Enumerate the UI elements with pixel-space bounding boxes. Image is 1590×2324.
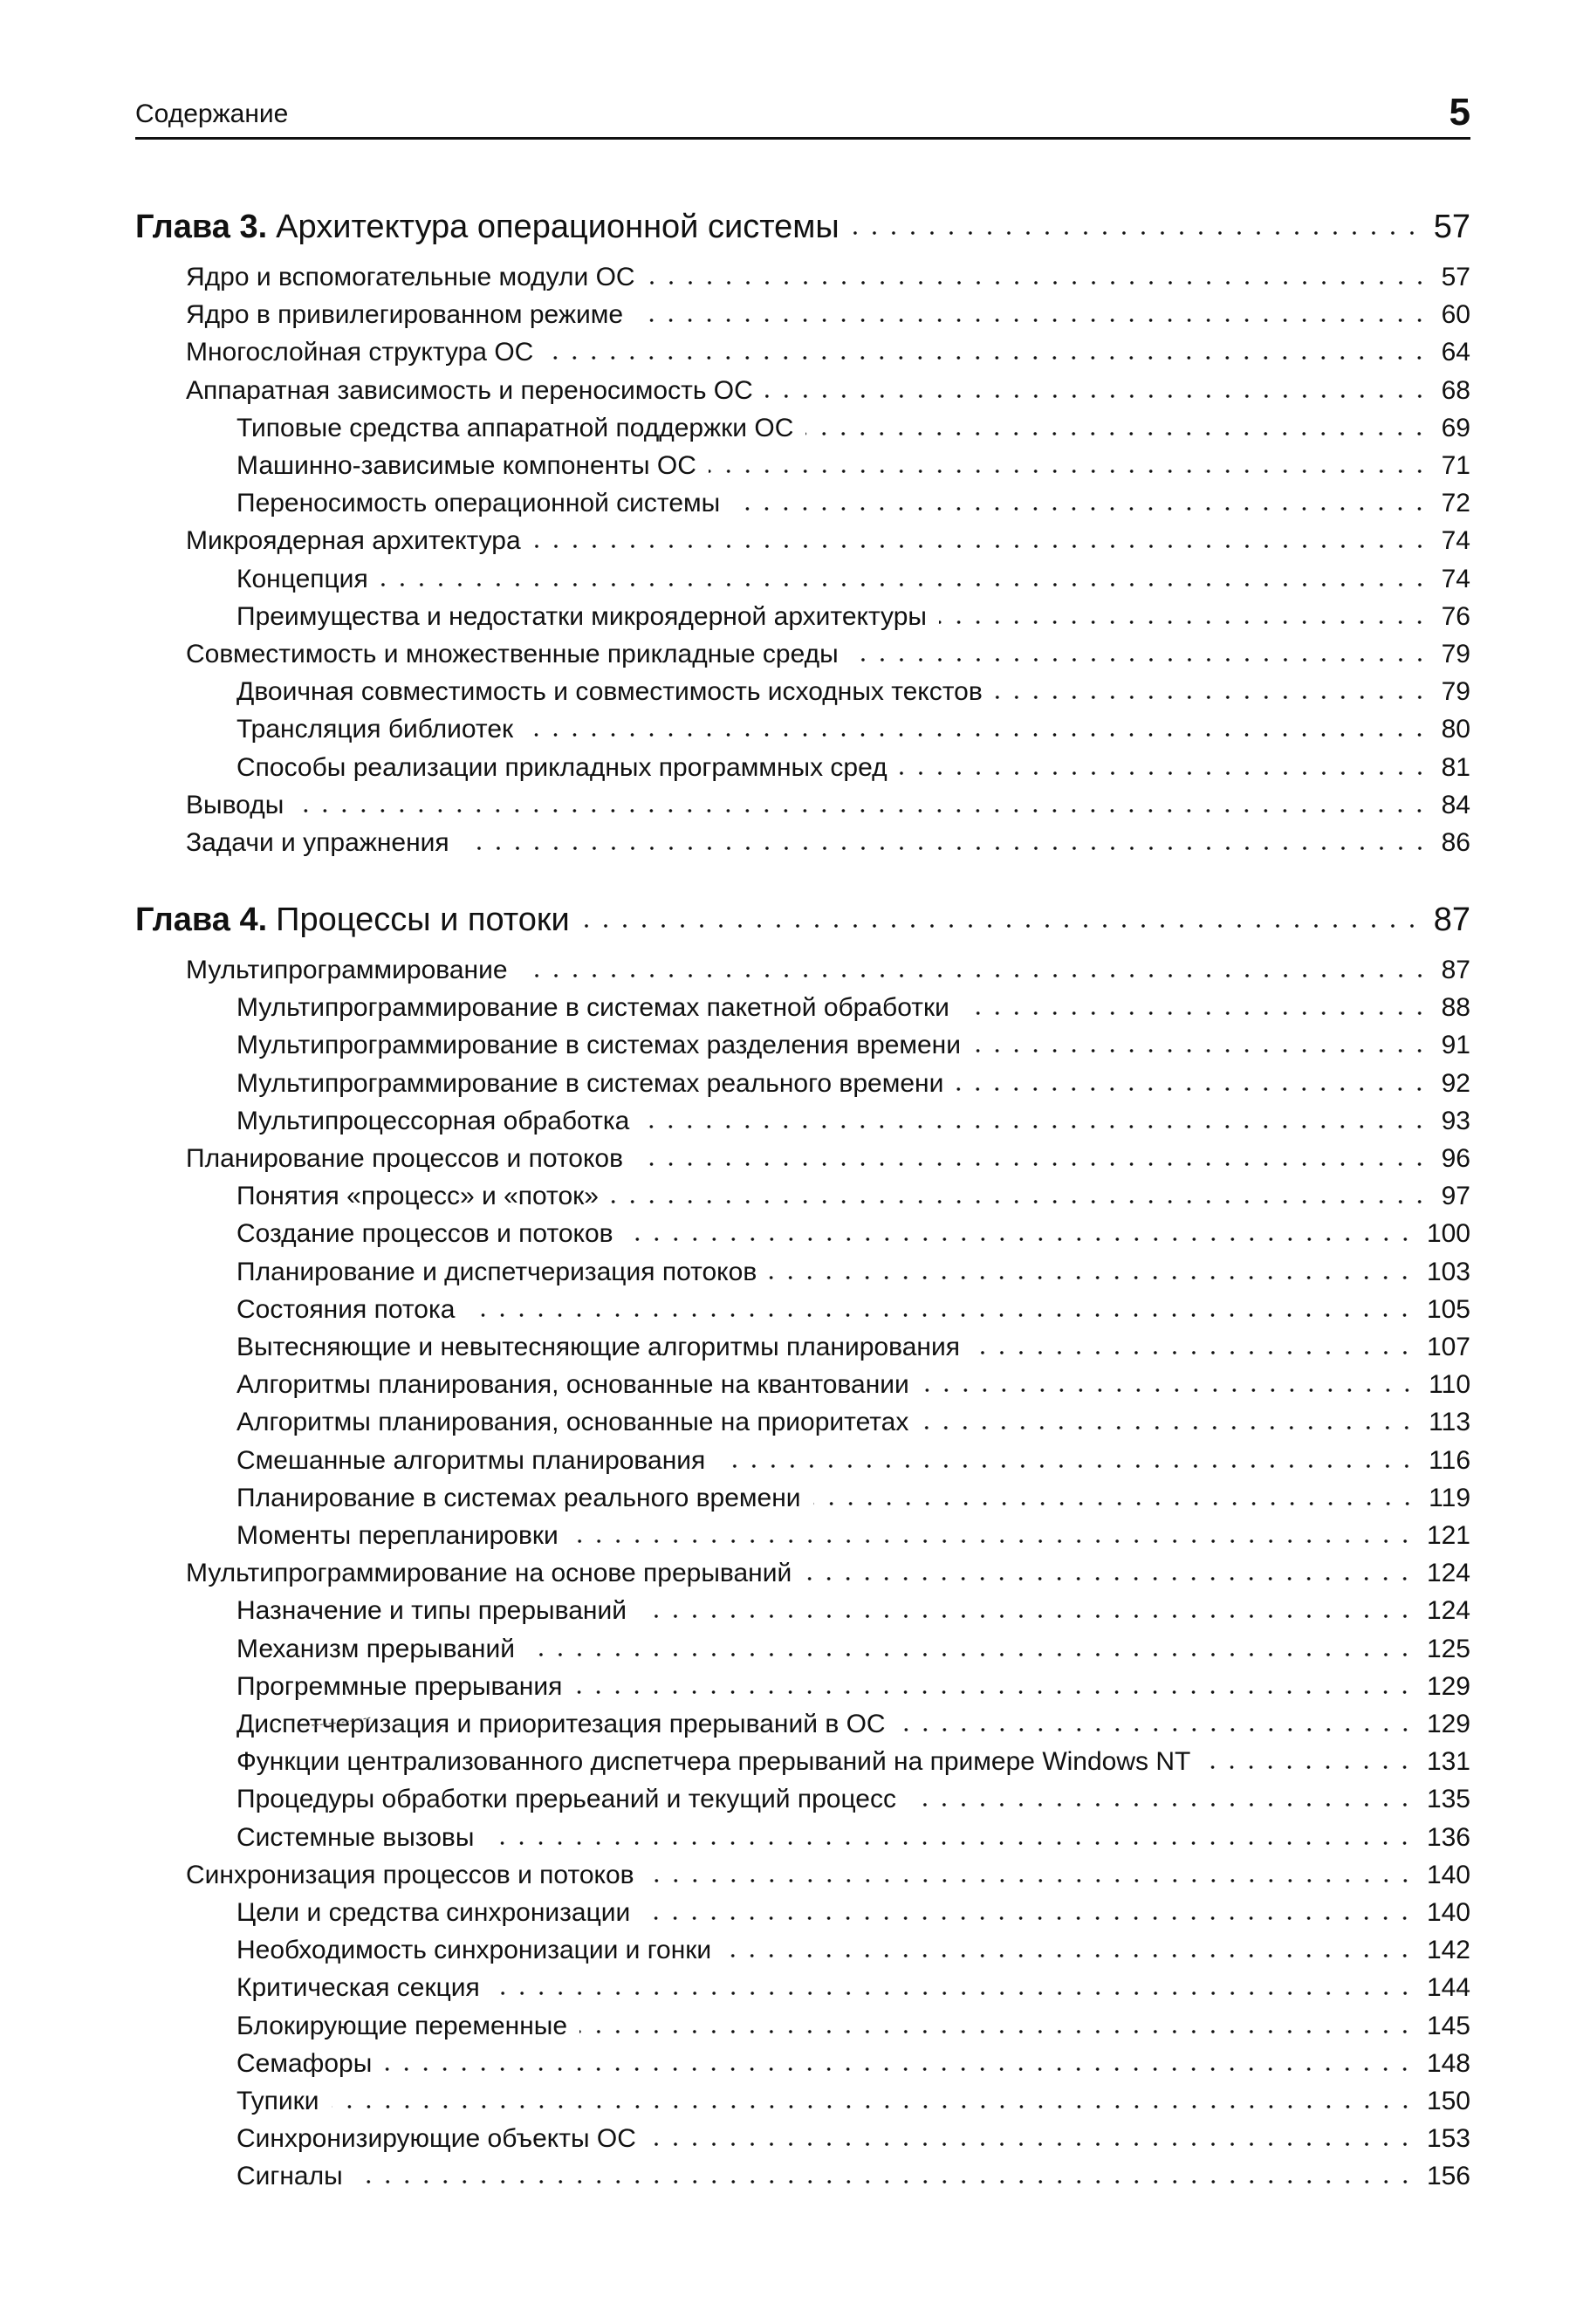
toc-subsection	[135, 2046, 1470, 2081]
toc-entry-title: Мультипроцессорная обработка	[236, 1106, 630, 1135]
dot-leader	[813, 1501, 1417, 1506]
dot-leader	[635, 318, 1429, 323]
toc-entry-page: 79	[1441, 640, 1470, 668]
dot-leader	[648, 2142, 1415, 2147]
toc-entry-page: 80	[1441, 715, 1470, 744]
toc-subsection	[135, 1594, 1470, 1628]
dot-leader	[492, 1991, 1415, 1996]
dot-leader	[732, 506, 1429, 511]
toc-entry-page: 116	[1429, 1445, 1470, 1475]
toc-entry-title: Задачи и упражнения	[186, 828, 449, 857]
chapter-heading	[135, 206, 1470, 248]
toc-entry-page: 84	[1441, 790, 1470, 819]
toc-section	[135, 298, 1470, 332]
toc-subsection	[135, 2159, 1470, 2194]
toc-entry-page: 64	[1441, 338, 1470, 367]
dot-leader	[533, 544, 1429, 549]
toc-subsection	[135, 600, 1470, 634]
dot-leader	[611, 1199, 1429, 1204]
toc-entry-title: Функции централизованного диспетчера прерываний на примере Windows NT	[236, 1747, 1191, 1777]
toc-entry-page: 136	[1426, 1822, 1470, 1852]
toc-entry-title: Мультипрограммирование	[186, 956, 508, 984]
toc-section	[135, 826, 1470, 860]
dot-leader	[527, 1652, 1415, 1657]
toc-subsection	[135, 1933, 1470, 1968]
toc-subsection	[135, 1405, 1470, 1440]
toc-entry-title: Концепция	[236, 564, 368, 593]
toc-entry-page: 121	[1426, 1521, 1470, 1550]
running-head	[135, 91, 1470, 140]
toc-subsection	[135, 751, 1470, 785]
toc-subsection	[135, 1368, 1470, 1402]
toc-entry-title: Процедуры обработки прерьеаний и текущий процесс	[236, 1785, 896, 1814]
toc-subsection	[135, 1896, 1470, 1930]
dot-leader	[642, 1916, 1415, 1921]
dot-leader	[635, 1162, 1429, 1167]
toc-entry-page: 156	[1426, 2162, 1470, 2191]
dot-leader	[462, 846, 1429, 851]
toc-section	[135, 374, 1470, 408]
toc-entry-title: Состояния потока	[236, 1294, 456, 1324]
dot-leader	[520, 973, 1429, 978]
toc-subsection	[135, 2122, 1470, 2156]
toc-subsection	[135, 1443, 1470, 1478]
toc-entry-page: 140	[1426, 1860, 1470, 1889]
dot-leader	[332, 2104, 1415, 2109]
toc-entry-page: 131	[1426, 1747, 1470, 1777]
toc-section	[135, 260, 1470, 295]
toc-subsection	[135, 1292, 1470, 1327]
toc-entry-title: Прогреммные прерывания	[236, 1671, 563, 1701]
toc-entry-page: 91	[1441, 1031, 1470, 1060]
toc-entry-title: Алгоритмы планирования, основанные на приоритетах	[236, 1408, 909, 1437]
toc-entry-title: Моменты перепланировки	[236, 1521, 559, 1550]
toc-entry-page: 68	[1441, 375, 1470, 405]
dot-leader	[939, 620, 1429, 625]
dot-leader	[805, 431, 1429, 436]
toc-entry-page: 135	[1426, 1785, 1470, 1814]
toc-entry-page: 145	[1426, 2011, 1470, 2040]
dot-leader	[545, 355, 1429, 360]
toc-entry-page: 97	[1441, 1182, 1470, 1211]
toc-entry-title: Смешанные алгоритмы планирования	[236, 1445, 706, 1475]
toc-entry-page: 150	[1426, 2087, 1470, 2115]
dot-leader	[852, 230, 1422, 236]
toc-subsection	[135, 1481, 1470, 1516]
toc-entry-title: Вытесняющие и невытесняющие алгоритмы планирования	[236, 1333, 960, 1361]
toc-entry-page: 103	[1426, 1257, 1470, 1286]
dot-leader	[765, 394, 1429, 399]
toc-subsection	[135, 1820, 1470, 1855]
dot-leader	[709, 469, 1429, 474]
dot-leader	[579, 2029, 1415, 2034]
toc-subsection	[135, 1782, 1470, 1817]
toc-subsection	[135, 1028, 1470, 1063]
chapter-page-number: 87	[1433, 901, 1470, 938]
dot-leader	[384, 2067, 1415, 2072]
toc-entry-page: 81	[1441, 752, 1470, 782]
toc-entry-title: Понятия «процесс» и «поток»	[236, 1182, 599, 1211]
chapter-title: Архитектура операционной системы	[276, 209, 840, 245]
dot-leader	[908, 1802, 1415, 1807]
toc-subsection	[135, 712, 1470, 747]
toc-section	[135, 1858, 1470, 1893]
dot-leader	[571, 1539, 1415, 1544]
toc-entry-title: Алгоритмы планирования, основанные на квантовании	[236, 1370, 909, 1400]
toc-entry-title: Диспетчеризация и приоритезация прерываний в ОС	[236, 1710, 886, 1738]
toc-entry-title: Создание процессов и потоков	[236, 1219, 613, 1249]
toc-entry-title: Критическая секция	[236, 1973, 480, 2003]
dot-leader	[582, 923, 1422, 929]
toc-subsection	[135, 1066, 1470, 1101]
toc-subsection	[135, 1104, 1470, 1139]
dot-leader	[972, 1350, 1415, 1355]
toc-subsection	[135, 991, 1470, 1025]
toc-entry-title: Машинно-зависимые компоненты ОС	[236, 451, 696, 480]
toc-entry-title: Механизм прерываний	[236, 1634, 515, 1663]
chapter-label	[135, 899, 570, 941]
toc-subsection	[135, 1669, 1470, 1704]
dot-leader	[962, 1011, 1429, 1016]
toc-entry-page: 86	[1441, 828, 1470, 857]
dot-leader	[380, 582, 1429, 587]
toc-entry-title: Преимущества и недостатки микроядерной архитектуры	[236, 601, 927, 631]
toc-section	[135, 953, 1470, 988]
dot-leader	[1203, 1765, 1415, 1770]
toc-entry-page: 153	[1426, 2124, 1470, 2154]
toc-entry-title: Мультипрограммирование в системах разделения времени	[236, 1031, 962, 1060]
toc-subsection	[135, 1971, 1470, 2005]
toc-subsection	[135, 449, 1470, 483]
dot-leader	[355, 2179, 1415, 2184]
toc-entry-page: 71	[1441, 451, 1470, 480]
chapter-label	[135, 206, 840, 248]
toc-entry-title: Типовые средства аппаратной поддержки ОС	[236, 413, 794, 442]
toc-entry-page: 129	[1426, 1671, 1470, 1701]
toc-entry-page: 72	[1441, 489, 1470, 518]
toc-entry-page: 76	[1441, 601, 1470, 631]
toc-entry-title: Переносимость операционной системы	[236, 489, 721, 518]
toc-entry-title: Цели и средства синхронизации	[236, 1898, 631, 1927]
toc-entry-page: 148	[1426, 2048, 1470, 2078]
toc-subsection	[135, 1179, 1470, 1214]
toc-entry-title: Способы реализации прикладных программных сред	[236, 752, 888, 782]
toc-entry-title: Многослойная структура ОС	[186, 338, 534, 367]
toc-entry-title: Выводы	[186, 790, 284, 819]
toc-entry-title: Ядро и вспомогательные модули ОС	[186, 263, 635, 291]
header-rule	[135, 137, 1470, 140]
dot-leader	[574, 1690, 1415, 1695]
toc-entry-title: Необходимость синхронизации и гонки	[236, 1936, 712, 1965]
dot-leader	[467, 1313, 1415, 1318]
toc-entry-title: Сигналы	[236, 2162, 343, 2191]
dot-leader	[921, 1425, 1416, 1430]
toc-entry-page: 129	[1426, 1710, 1470, 1738]
dot-leader	[973, 1048, 1429, 1053]
dot-leader	[486, 1841, 1415, 1846]
toc-subsection	[135, 2009, 1470, 2044]
dot-leader	[296, 808, 1429, 813]
toc-entry-page: 140	[1426, 1898, 1470, 1927]
toc-section	[135, 335, 1470, 370]
toc-entry-page: 74	[1441, 564, 1470, 593]
toc-entry-title: Тупики	[236, 2087, 319, 2115]
toc-entry-title: Синхронизация процессов и потоков	[186, 1860, 634, 1889]
toc-entry-title: Двоичная совместимость и совместимость исходных текстов	[236, 677, 983, 707]
pencil-mark	[310, 1717, 373, 1727]
chapter-heading	[135, 899, 1470, 941]
toc-entry-title: Синхронизирующие объекты ОС	[236, 2124, 636, 2154]
toc-entry-page: 60	[1441, 300, 1470, 330]
dot-leader	[956, 1087, 1429, 1092]
toc-subsection	[135, 1745, 1470, 1779]
toc-entry-title: Мультипрограммирование в системах реального времени	[236, 1068, 944, 1098]
toc-section	[135, 788, 1470, 823]
page-number: 5	[1449, 91, 1470, 134]
toc-entry-page: 88	[1441, 993, 1470, 1023]
dot-leader	[639, 1614, 1415, 1619]
toc-entry-page: 100	[1426, 1219, 1470, 1249]
toc-entry-page: 113	[1429, 1408, 1470, 1437]
toc-subsection	[135, 1255, 1470, 1290]
toc-entry-page: 92	[1441, 1068, 1470, 1098]
toc-entry-page: 119	[1429, 1483, 1470, 1512]
toc-entry-title: Блокирующие переменные	[236, 2011, 568, 2040]
running-head-title: Содержание	[135, 99, 289, 128]
toc-entry-page: 74	[1441, 526, 1470, 556]
toc-entry-title: Аппаратная зависимость и переносимость ОС	[186, 375, 753, 405]
toc-entry-title: Мультипрограммирование в системах пакетной обработки	[236, 993, 949, 1023]
toc-section	[135, 1556, 1470, 1591]
toc-entry-title: Мультипрограммирование на основе прерываний	[186, 1559, 792, 1588]
toc-subsection	[135, 1330, 1470, 1365]
toc-entry-title: Совместимость и множественные прикладные среды	[186, 640, 839, 668]
chapter-page-number: 57	[1433, 209, 1470, 245]
toc-entry-page: 142	[1426, 1936, 1470, 1965]
dot-leader	[851, 657, 1429, 662]
dot-leader	[922, 1388, 1416, 1393]
toc-entry-title: Микроядерная архитектура	[186, 526, 521, 556]
toc-entry-page: 144	[1426, 1973, 1470, 2003]
dot-leader	[647, 1878, 1415, 1883]
toc-entry-page: 110	[1429, 1370, 1470, 1400]
toc-entry-page: 93	[1441, 1106, 1470, 1135]
dot-leader	[769, 1275, 1415, 1280]
toc-entry-page: 107	[1426, 1333, 1470, 1361]
toc-entry-title: Назначение и типы прерываний	[236, 1596, 627, 1626]
toc-entry-title: Ядро в привилегированном режиме	[186, 300, 624, 330]
dot-leader	[525, 732, 1429, 737]
chapter-title: Процессы и потоки	[276, 901, 570, 938]
toc-entry-page: 125	[1426, 1634, 1470, 1663]
toc-section	[135, 1141, 1470, 1176]
toc-subsection	[135, 411, 1470, 446]
dot-leader	[717, 1464, 1416, 1469]
toc-entry-page: 105	[1426, 1294, 1470, 1324]
toc-entry-title: Планирование и диспетчеризация потоков	[236, 1257, 757, 1286]
book-page	[135, 0, 1470, 2324]
toc-section	[135, 524, 1470, 559]
dot-leader	[626, 1237, 1415, 1242]
toc-entry-title: Планирование процессов и потоков	[186, 1144, 624, 1173]
toc-subsection	[135, 2084, 1470, 2119]
toc-entry-title: Планирование в системах реального времени	[236, 1483, 801, 1512]
dot-leader	[995, 695, 1429, 700]
toc-subsection	[135, 1632, 1470, 1667]
toc-entry-page: 96	[1441, 1144, 1470, 1173]
toc-entry-title: Трансляция библиотек	[236, 715, 514, 744]
toc-subsection	[135, 1217, 1470, 1251]
toc-entry-page: 79	[1441, 677, 1470, 707]
toc-entry-page: 69	[1441, 413, 1470, 442]
toc-subsection	[135, 1518, 1470, 1553]
dot-leader	[641, 1124, 1429, 1129]
chapter-number: Глава 3.	[135, 209, 268, 245]
toc-subsection	[135, 675, 1470, 710]
dot-leader	[648, 280, 1429, 285]
toc-entry-page: 124	[1426, 1596, 1470, 1626]
toc-entry-title: Семафоры	[236, 2048, 373, 2078]
dot-leader	[898, 1727, 1415, 1732]
dot-leader	[900, 771, 1429, 776]
toc-entry-page: 124	[1426, 1559, 1470, 1588]
chapter-number: Глава 4.	[135, 901, 268, 938]
dot-leader	[804, 1576, 1415, 1581]
toc-section	[135, 637, 1470, 672]
toc-entry-page: 57	[1441, 263, 1470, 291]
toc-entry-page: 87	[1441, 956, 1470, 984]
toc-subsection	[135, 562, 1470, 597]
dot-leader	[723, 1953, 1415, 1958]
toc-entry-title: Системные вызовы	[236, 1822, 475, 1852]
toc-subsection	[135, 486, 1470, 521]
